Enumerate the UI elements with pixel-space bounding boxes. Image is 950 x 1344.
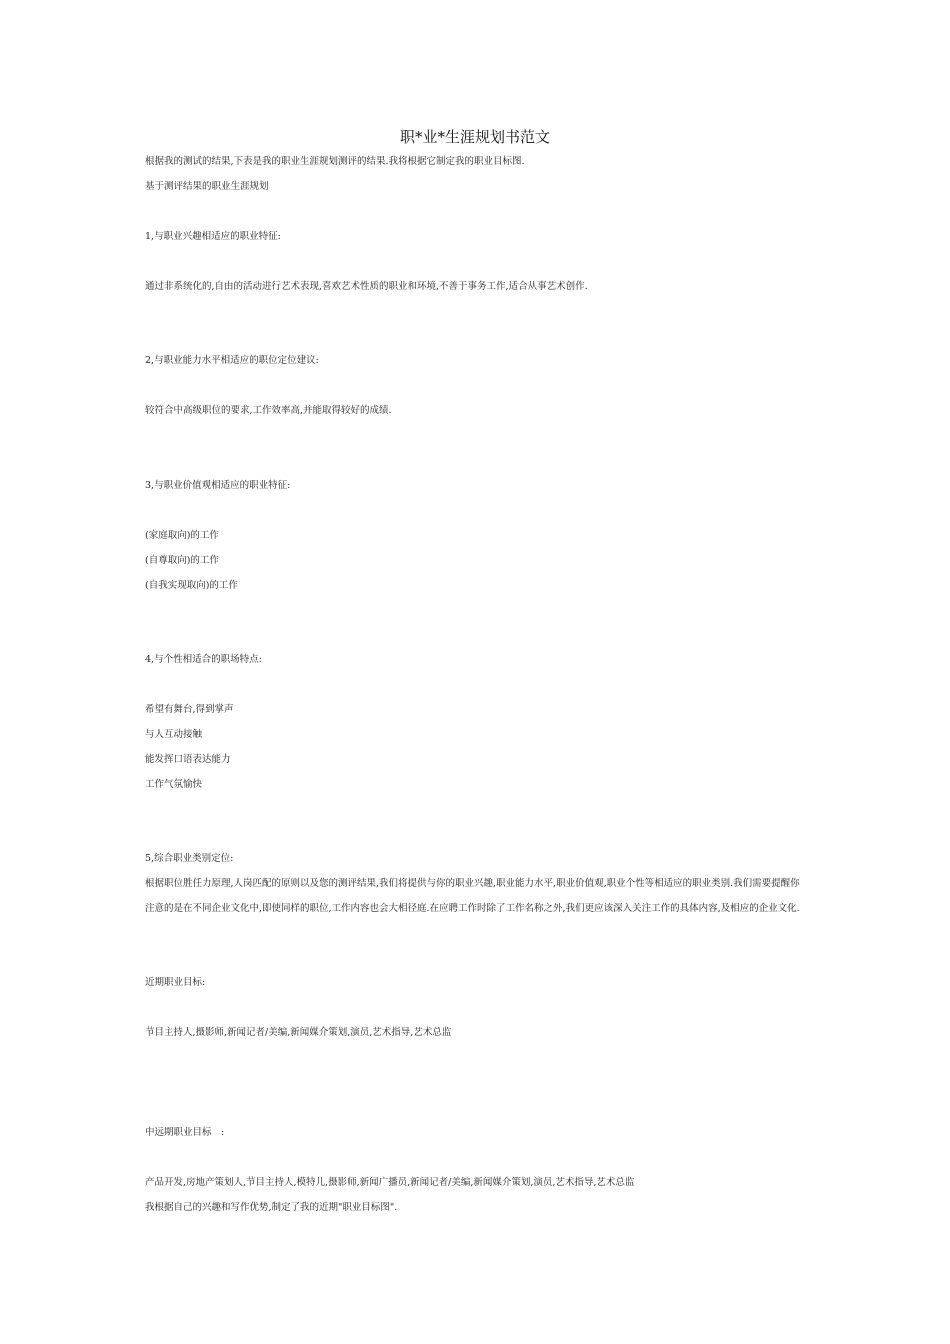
near-term-text: 节目主持人,摄影师,新闻记者/美编,新闻媒介策划,演员,艺术指导,艺术总监 (145, 1027, 452, 1038)
long-term-text: 产品开发,房地产策划人,节目主持人,模特儿,摄影师,新闻广播员,新闻记者/美编,新闻媒介策划,演员,艺术指导,艺术总监 (145, 1177, 635, 1188)
list-item: 工作气氛愉快 (145, 779, 203, 790)
section2-text: 较符合中高级职位的要求,工作效率高,并能取得较好的成绩. (145, 405, 392, 416)
long-term-heading: 中远期职业目标 : (145, 1127, 225, 1138)
intro-paragraph: 根据我的测试的结果,下表是我的职业生涯规划测评的结果.我将根据它制定我的职业目标图. (145, 156, 525, 167)
section4-heading: 4,与个性相适合的职场特点: (145, 654, 262, 665)
near-term-heading: 近期职业目标: (145, 977, 206, 988)
list-item: 与人互动接触 (145, 729, 203, 740)
list-item: (自尊取向)的工作 (145, 555, 219, 566)
document-title: 职*业*生涯规划书范文 (399, 128, 550, 146)
section1-heading: 1,与职业兴趣相适应的职业特征: (145, 231, 281, 242)
list-item: (家庭取向)的工作 (145, 530, 219, 541)
closing-paragraph: 我根据自己的兴趣和写作优势,制定了我的近期"职业目标图". (145, 1202, 398, 1213)
section3-heading: 3,与职业价值观相适应的职业特征: (145, 480, 291, 491)
section5-line2: 注意的是在不同企业文化中,即使同样的职位,工作内容也会大相径庭.在应聘工作时除了工作名称之外,我们更应该深入关注工作的具体内容,及相应的企业文化. (145, 903, 800, 914)
section1-text: 通过非系统化的,自由的活动进行艺术表现,喜欢艺术性质的职业和环境,不善于事务工作,适合从事艺术创作. (145, 281, 588, 292)
section5-heading: 5,综合职业类别定位: (145, 853, 234, 864)
section2-heading: 2,与职业能力水平相适应的职位定位建议: (145, 355, 319, 366)
subtitle: 基于测评结果的职业生涯规划 (145, 181, 269, 192)
section5-line1: 根据职位胜任力原理,人岗匹配的原则以及您的测评结果,我们将提供与你的职业兴趣,职业能力水平,职业价值观,职业个性等相适应的职业类别.我们需要提醒你 (145, 878, 800, 889)
list-item: 能发挥口语表达能力 (145, 754, 231, 765)
list-item: (自我实现取向)的工作 (145, 580, 238, 591)
list-item: 希望有舞台,得到掌声 (145, 704, 234, 715)
